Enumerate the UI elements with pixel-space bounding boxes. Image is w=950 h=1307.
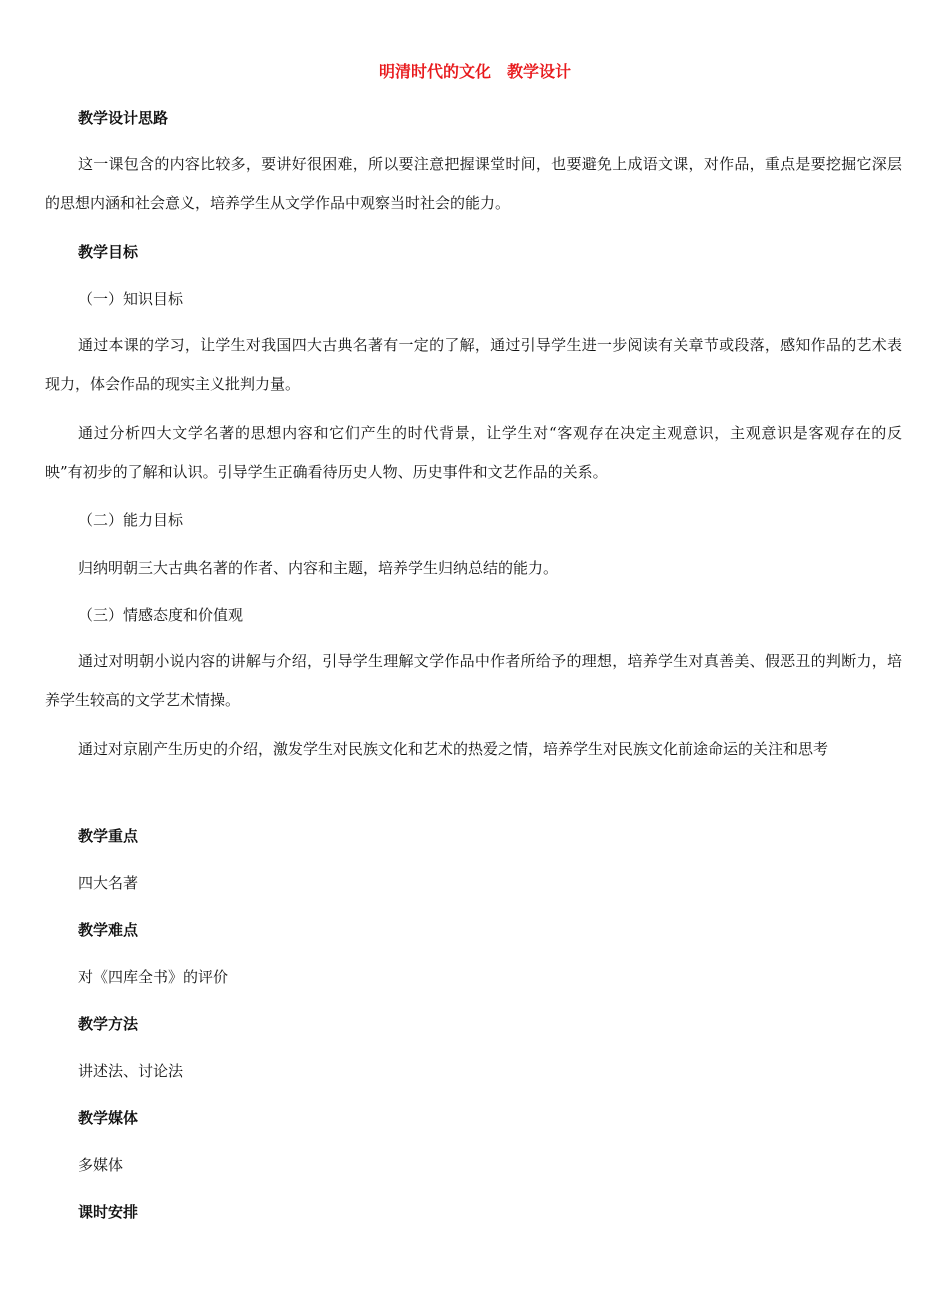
heading-design-idea: 教学设计思路 xyxy=(78,109,169,127)
paragraph-knowledge-2: 通过分析四大文学名著的思想内容和它们产生的时代背景，让学生对“客观存在决定主观意识，主观意识是客观存在的反映”有初步的了解和认识。引导学生正确看待历史人物、历史事件和文艺作品的关系。 xyxy=(45,424,902,481)
text-methods: 讲述法、讨论法 xyxy=(78,1062,184,1080)
paragraph-emotion-1: 通过对明朝小说内容的讲解与介绍，引导学生理解文学作品中作者所给予的理想，培养学生对真善美、假恶丑的判断力，培养学生较高的文学艺术情操。 xyxy=(45,652,902,709)
text-difficulties: 对《四库全书》的评价 xyxy=(78,968,229,986)
label-knowledge-objectives: （一）知识目标 xyxy=(78,290,184,308)
document-title: 明清时代的文化 教学设计 xyxy=(378,62,571,81)
label-emotion-objectives: （三）情感态度和价值观 xyxy=(78,606,244,624)
paragraph-knowledge-1: 通过本课的学习，让学生对我国四大古典名著有一定的了解，通过引导学生进一步阅读有关章节或段落，感知作品的艺术表现力，体会作品的现实主义批判力量。 xyxy=(45,336,902,393)
paragraph-design-idea: 这一课包含的内容比较多，要讲好很困难，所以要注意把握课堂时间，也要避免上成语文课，对作品，重点是要挖掘它深层的思想内涵和社会意义，培养学生从文学作品中观察当时社会的能力。 xyxy=(45,155,902,212)
text-media: 多媒体 xyxy=(78,1156,124,1174)
heading-key-points: 教学重点 xyxy=(78,827,139,845)
heading-difficulties: 教学难点 xyxy=(78,921,139,939)
heading-schedule: 课时安排 xyxy=(78,1203,139,1221)
paragraph-emotion-2: 通过对京剧产生历史的介绍，激发学生对民族文化和艺术的热爱之情，培养学生对民族文化前途命运的关注和思考 xyxy=(78,740,829,758)
text-ability-objectives: 归纳明朝三大古典名著的作者、内容和主题，培养学生归纳总结的能力。 xyxy=(78,559,559,577)
heading-methods: 教学方法 xyxy=(78,1015,139,1033)
heading-media: 教学媒体 xyxy=(78,1109,139,1127)
label-ability-objectives: （二）能力目标 xyxy=(78,511,184,529)
heading-objectives: 教学目标 xyxy=(78,243,139,261)
text-key-points: 四大名著 xyxy=(78,874,139,892)
